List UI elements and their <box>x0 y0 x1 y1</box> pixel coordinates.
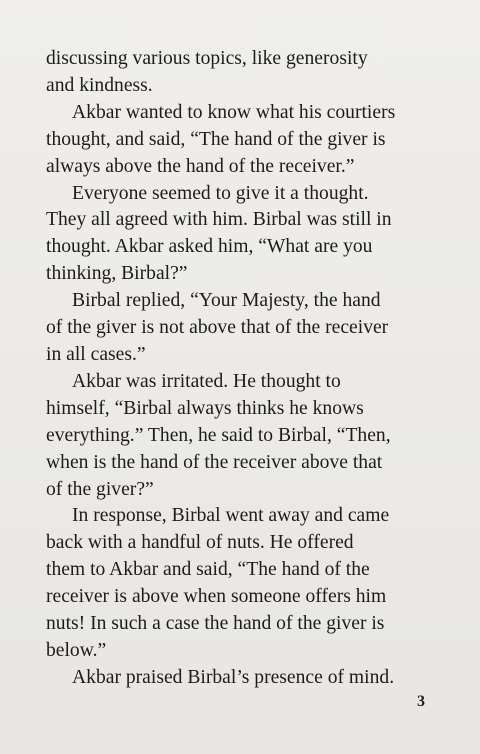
text-line: In response, Birbal went away and came <box>72 505 390 527</box>
text-line: them to Akbar and said, “The hand of the <box>46 559 370 581</box>
page-number: 3 <box>417 693 425 710</box>
text-line: thought. Akbar asked him, “What are you <box>46 236 373 258</box>
text-line: below.” <box>46 639 107 661</box>
text-line: and kindness. <box>46 74 153 96</box>
text-line: of the giver is not above that of the receiver <box>46 317 389 339</box>
paragraph-2 <box>46 100 441 181</box>
text-line: thinking, Birbal?” <box>46 263 188 285</box>
text-line: in all cases.” <box>46 343 146 365</box>
text-line: Akbar praised Birbal’s presence of mind. <box>72 666 395 688</box>
story-text <box>46 46 441 692</box>
text-line: back with a handful of nuts. He offered <box>46 532 354 554</box>
text-line: Everyone seemed to give it a thought. <box>72 182 369 204</box>
text-line: himself, “Birbal always thinks he knows <box>46 397 364 419</box>
paragraph-7 <box>46 665 441 692</box>
text-line: always above the hand of the receiver.” <box>46 155 355 177</box>
paragraph-6 <box>46 503 441 664</box>
text-line: nuts! In such a case the hand of the giver is <box>46 613 385 635</box>
text-line: Akbar was irritated. He thought to <box>72 370 341 392</box>
paragraph-5 <box>46 369 441 504</box>
text-line: Birbal replied, “Your Majesty, the hand <box>72 290 381 312</box>
text-line: discussing various topics, like generosity <box>46 48 368 69</box>
paragraph-3 <box>46 181 441 289</box>
text-line: everything.” Then, he said to Birbal, “Then, <box>46 424 391 446</box>
paragraph-1 <box>46 46 441 100</box>
paragraph-4 <box>46 288 441 369</box>
text-line: They all agreed with him. Birbal was still in <box>46 209 392 231</box>
text-line: when is the hand of the receiver above that <box>46 451 383 473</box>
text-line: Akbar wanted to know what his courtiers <box>72 101 396 123</box>
text-line: receiver is above when someone offers him <box>46 586 387 608</box>
text-line: thought, and said, “The hand of the giver is <box>46 128 386 150</box>
text-line: of the giver?” <box>46 478 154 500</box>
